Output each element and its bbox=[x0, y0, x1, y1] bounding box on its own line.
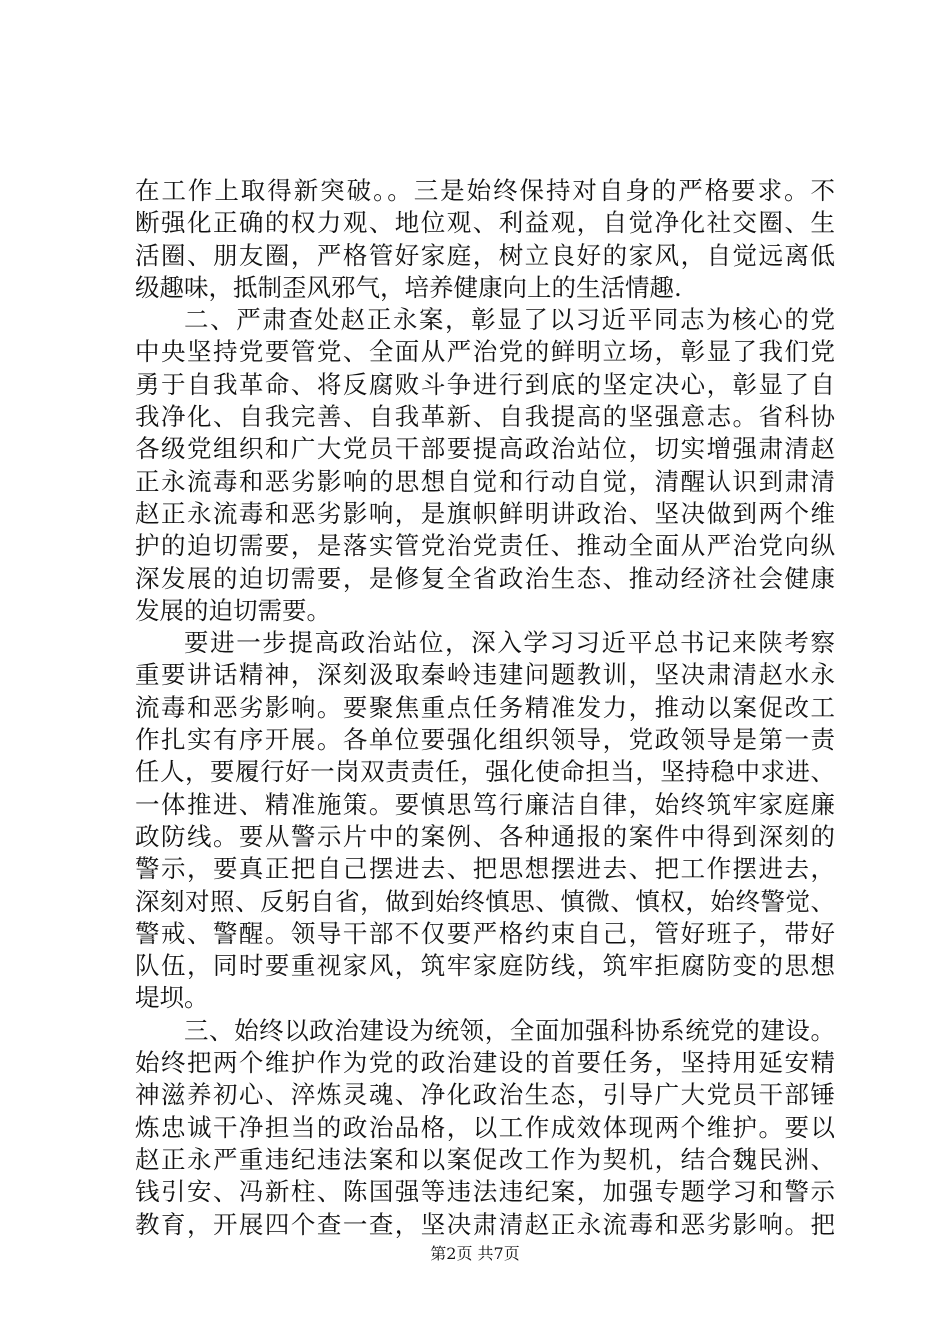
text-line: 中央坚持党要管党、全面从严治党的鲜明立场，彰显了我们党 bbox=[135, 337, 835, 367]
paragraph-1 bbox=[135, 175, 835, 304]
text-line: 政防线。要从警示片中的案例、各种通报的案件中得到深刻的 bbox=[135, 821, 835, 851]
text-line: 深刻对照、反躬自省，做到始终慎思、慎微、慎权，始终警觉、 bbox=[135, 886, 835, 916]
text-line: 勇于自我革命、将反腐败斗争进行到底的坚定决心，彰显了自 bbox=[135, 369, 835, 399]
text-line: 教育，开展四个查一查，坚决肃清赵正永流毒和恶劣影响。把 bbox=[135, 1209, 835, 1239]
text-line: 赵正永严重违纪违法案和以案促改工作为契机，结合魏民洲、 bbox=[135, 1144, 835, 1174]
text-line: 在工作上取得新突破。。三是始终保持对自身的严格要求。不 bbox=[135, 176, 835, 205]
text-line: 队伍，同时要重视家风，筑牢家庭防线，筑牢拒腐防变的思想 bbox=[135, 951, 835, 981]
text-line: 炼忠诚干净担当的政治品格，以工作成效体现两个维护。要以 bbox=[135, 1112, 835, 1142]
text-line: 流毒和恶劣影响。要聚焦重点任务精准发力，推动以案促改工 bbox=[135, 692, 835, 722]
text-line: 各级党组织和广大党员干部要提高政治站位，切实增强肃清赵 bbox=[135, 434, 835, 464]
paragraph-4 bbox=[135, 1015, 835, 1241]
text-line: 深发展的迫切需要，是修复全省政治生态、推动经济社会健康 bbox=[135, 563, 835, 593]
text-line: 钱引安、冯新柱、陈国强等违法违纪案，加强专题学习和警示 bbox=[135, 1177, 835, 1207]
text-line: 赵正永流毒和恶劣影响，是旗帜鲜明讲政治、坚决做到两个维 bbox=[135, 498, 835, 528]
text-line: 级趣味，抵制歪风邪气，培养健康向上的生活情趣. bbox=[135, 272, 682, 302]
text-line: 始终把两个维护作为党的政治建设的首要任务，坚持用延安精 bbox=[135, 1048, 835, 1078]
text-line: 堤坝。 bbox=[135, 983, 209, 1013]
text-line: 一体推进、精准施策。要慎思笃行廉洁自律，始终筑牢家庭廉 bbox=[135, 789, 835, 819]
text-line: 护的迫切需要，是落实管党治党责任、推动全面从严治党向纵 bbox=[135, 531, 835, 561]
text-line: 任人，要履行好一岗双责责任，强化使命担当，坚持稳中求进、 bbox=[135, 757, 835, 787]
paragraph-3 bbox=[135, 627, 835, 1015]
text-line: 正永流毒和恶劣影响的思想自觉和行动自觉，清醒认识到肃清 bbox=[135, 466, 835, 496]
text-line: 神滋养初心、淬炼灵魂、净化政治生态，引导广大党员干部锤 bbox=[135, 1080, 835, 1110]
text-line: 断强化正确的权力观、地位观、利益观，自觉净化社交圈、生 bbox=[135, 208, 835, 238]
text-line: 活圈、朋友圈，严格管好家庭，树立良好的家风，自觉远离低 bbox=[135, 240, 835, 270]
paragraph-2 bbox=[135, 304, 835, 627]
text-line: 要进一步提高政治站位，深入学习习近平总书记来陕考察 bbox=[184, 628, 835, 658]
text-line: 警戒、警醒。领导干部不仅要严格约束自己，管好班子，带好 bbox=[135, 918, 835, 948]
text-line: 发展的迫切需要。 bbox=[135, 595, 331, 625]
text-line: 重要讲话精神，深刻汲取秦岭违建问题教训，坚决肃清赵水永 bbox=[135, 660, 835, 690]
text-line: 警示，要真正把自己摆进去、把思想摆进去、把工作摆进去， bbox=[135, 854, 835, 884]
document-body bbox=[135, 175, 835, 1241]
text-line: 三、始终以政治建设为统领，全面加强科协系统党的建设。 bbox=[184, 1015, 835, 1045]
text-line: 二、严肃查处赵正永案，彰显了以习近平同志为核心的党 bbox=[184, 305, 835, 335]
text-line: 我净化、自我完善、自我革新、自我提高的坚强意志。省科协 bbox=[135, 402, 835, 432]
page-footer: 第2页 共7页 bbox=[430, 1244, 520, 1263]
text-line: 作扎实有序开展。各单位要强化组织领导，党政领导是第一责 bbox=[135, 725, 835, 755]
